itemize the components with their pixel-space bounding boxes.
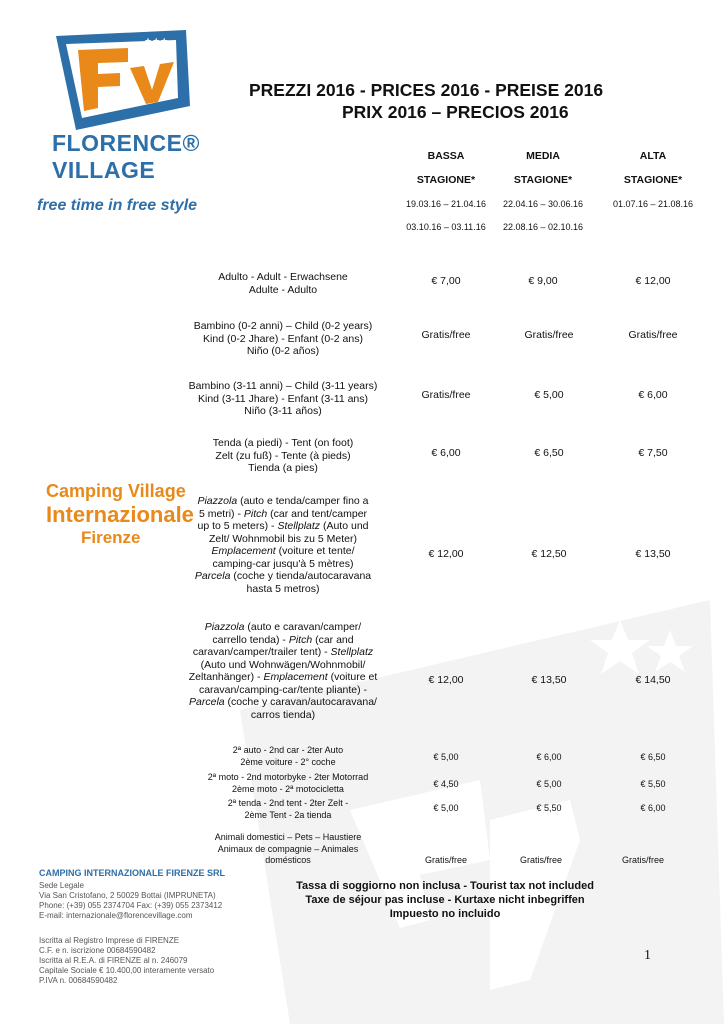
footer-registry-block: Iscritta al Registro Imprese di FIRENZE C.F. e n. iscrizione 00684590482 Iscritta al R.E.A. di FIRENZE al n. 246079 Capitale Sociale € 10.400,00 interamente versato P.IVA n. 00684590482 (39, 936, 215, 985)
brand-tagline: free time in free style (37, 197, 198, 214)
price-pitch-tent-media: € 12,50 (531, 548, 567, 560)
row-label-child-0-2: Bambino (0-2 anni) – Child (0-2 years) Kind (0-2 Jhare) - Enfant (0-2 ans) Niño (0-2 años) (193, 320, 373, 357)
price-child-0-2-bassa: Gratis/free (421, 329, 471, 341)
season-dates-bassa-1: 19.03.16 – 21.04.16 (405, 199, 487, 209)
tax-note-line1: Tassa di soggiorno non inclusa - Tourist tax not included (296, 880, 594, 892)
column-header-media: MEDIA (526, 150, 560, 162)
brand-name-line1: FLORENCE® (52, 130, 200, 156)
column-subheader-media: STAGIONE* (513, 174, 573, 186)
brand-name-line2: VILLAGE (52, 157, 156, 183)
price-pitch-caravan-bassa: € 12,00 (428, 674, 464, 686)
price-second-car-media: € 6,00 (536, 752, 562, 762)
price-second-car-alta: € 6,50 (640, 752, 666, 762)
tax-note-line3: Impuesto no incluido (389, 908, 501, 920)
column-header-bassa: BASSA (427, 150, 465, 162)
price-adult-bassa: € 7,00 (431, 275, 461, 287)
row-label-second-tent: 2ª tenda - 2nd tent - 2ter Zelt - 2ème Tent - 2a tienda (227, 798, 349, 820)
row-label-adult: Adulto - Adult - Erwachsene Adulte - Adulto (218, 271, 348, 296)
row-label-pitch-caravan: Piazzola (auto e caravan/camper/ carrello tenda) - Pitch (car and caravan/camper/trailer tent) - Stellplatz (Auto und Wohnwägen/Wohnmobil/ Zeltanhänger) - Emplacement (voiture et caravan/camping-car/tente pliante) - Parcela (coche y caravan/autocaravana/ carros tienda) (188, 621, 378, 721)
column-subheader-alta: STAGIONE* (623, 174, 683, 186)
season-dates-alta-1: 01.07.16 – 21.08.16 (612, 199, 694, 209)
page-number: 1 (644, 948, 651, 963)
florence-village-logo (48, 28, 198, 133)
column-header-alta: ALTA (639, 150, 667, 162)
price-child-0-2-alta: Gratis/free (628, 329, 678, 341)
price-pets-media: Gratis/free (519, 855, 562, 865)
price-tent-alta: € 7,50 (638, 447, 668, 459)
price-second-car-bassa: € 5,00 (433, 752, 459, 762)
price-pitch-caravan-alta: € 14,50 (635, 674, 671, 686)
price-pitch-caravan-media: € 13,50 (531, 674, 567, 686)
tax-note-line2: Taxe de séjour pas incluse - Kurtaxe nicht inbegriffen (305, 894, 585, 906)
price-second-moto-media: € 5,00 (536, 779, 562, 789)
row-label-pets: Animali domestici – Pets – Haustiere Animaux de compagnie – Animales domésticos (214, 832, 362, 865)
price-pets-alta: Gratis/free (621, 855, 664, 865)
page-title-line1: PREZZI 2016 - PRICES 2016 - PREISE 2016 (249, 80, 604, 100)
price-adult-alta: € 12,00 (635, 275, 671, 287)
svg-text:★★★: ★★★ (144, 37, 169, 47)
row-label-pitch-tent: Piazzola (auto e tenda/camper fino a 5 metri) - Pitch (car and tent/camper up to 5 meters) - Stellplatz (Auto und Zelt/ Wohnmobil bis zu 5 Meter) Emplacement (voiture et tente/ camping-car jusqu'à 5 mètres) Parcela (coche y tienda/autocaravana hasta 5 metros) (194, 495, 372, 595)
price-second-moto-bassa: € 4,50 (433, 779, 459, 789)
price-child-3-11-bassa: Gratis/free (421, 389, 471, 401)
row-label-second-moto: 2ª moto - 2nd motorbyke - 2ter Motorrad 2ème moto - 2ª motocicletta (207, 772, 369, 794)
footer-company-name: CAMPING INTERNAZIONALE FIRENZE SRL (39, 868, 225, 878)
price-second-tent-bassa: € 5,00 (433, 803, 459, 813)
price-child-0-2-media: Gratis/free (524, 329, 574, 341)
footer-address-block: Sede Legale Via San Cristofano, 2 50029 Bottai (IMPRUNETA) Phone: (+39) 055 2374704 Fax: (+39) 055 2373412 E-mail: internazionale@florencevillage.com (39, 881, 223, 920)
page-title-line2: PRIX 2016 – PRECIOS 2016 (342, 102, 569, 122)
camping-name-line3: Firenze (81, 528, 141, 547)
row-label-tent-on-foot: Tenda (a piedi) - Tent (on foot) Zelt (zu fuß) - Tente (à pieds) Tienda (a pies) (212, 437, 354, 474)
season-dates-media-1: 22.04.16 – 30.06.16 (502, 199, 584, 209)
column-subheader-bassa: STAGIONE* (416, 174, 476, 186)
price-child-3-11-alta: € 6,00 (638, 389, 668, 401)
price-child-3-11-media: € 5,00 (534, 389, 564, 401)
price-adult-media: € 9,00 (528, 275, 558, 287)
row-label-child-3-11: Bambino (3-11 anni) – Child (3-11 years) Kind (3-11 Jhare) - Enfant (3-11 ans) Niño (3-11 años) (188, 380, 378, 417)
camping-name-line1: Camping Village (46, 481, 186, 501)
price-second-tent-media: € 5,50 (536, 803, 562, 813)
price-pitch-tent-bassa: € 12,00 (428, 548, 464, 560)
price-pets-bassa: Gratis/free (424, 855, 467, 865)
price-pitch-tent-alta: € 13,50 (635, 548, 671, 560)
price-second-moto-alta: € 5,50 (640, 779, 666, 789)
row-label-second-car: 2ª auto - 2nd car - 2ter Auto 2ème voiture - 2° coche (232, 745, 344, 767)
season-dates-media-2: 22.08.16 – 02.10.16 (502, 222, 584, 232)
price-tent-bassa: € 6,00 (431, 447, 461, 459)
season-dates-bassa-2: 03.10.16 – 03.11.16 (406, 222, 486, 232)
camping-name-line2: Internazionale (46, 502, 194, 527)
price-second-tent-alta: € 6,00 (640, 803, 666, 813)
price-tent-media: € 6,50 (534, 447, 564, 459)
